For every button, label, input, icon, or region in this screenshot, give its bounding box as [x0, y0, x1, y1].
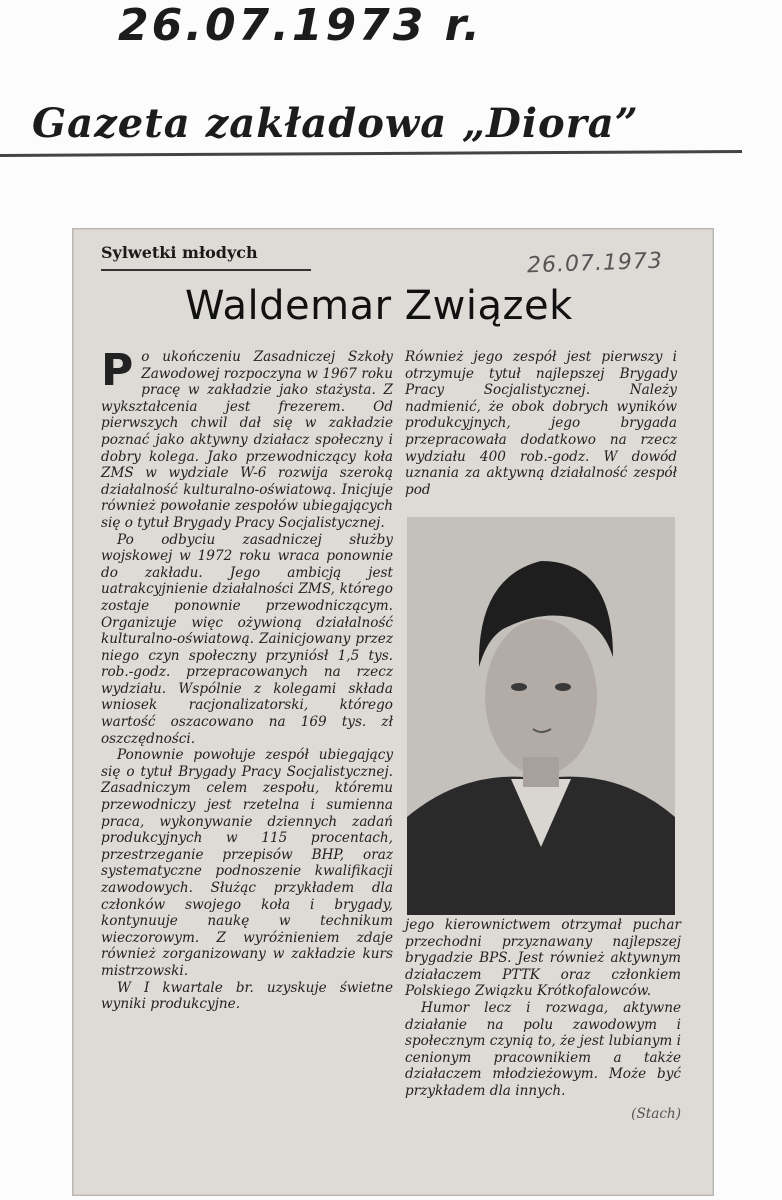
article-paragraph: Po odbyciu zasadniczej służby wojskowej w 1972 roku wraca ponownie do zakładu. Jego ambicją jest uatrakcyjnienie działalności ZMS, którego zostaje ponownie przewodniczącym. Organizuje więc ożywioną działalność kulturalno-oświatową. Zainicjowany przez niego czyn społeczny przyniósł 1,5 tys. rob.-godz. przepracowanych na rzecz wydziału. Wspólnie z kolegami składa wniosek racjonalizatorski, którego wartość oszacowano na 169 tys. zł oszczędności.: [101, 531, 393, 747]
article-title: Waldemar Związek: [185, 283, 573, 329]
handwritten-date: 26.07.1973 r.: [118, 0, 483, 51]
drop-cap: P: [101, 345, 134, 396]
stamp-date: 26.07.1973: [526, 248, 664, 279]
handwritten-source: Gazeta zakładowa „Diora”: [32, 100, 639, 147]
article-right-column-bottom: [405, 917, 681, 1122]
article-right-column-top: [405, 349, 677, 498]
section-label: Sylwetki młodych: [101, 243, 258, 262]
handwritten-underline: [0, 150, 742, 157]
article-paragraph: Humor lecz i rozwaga, aktywne działanie na polu zawodowym i społecznym czynią to, że jest lubianym i cenionym pracownikiem a także działaczem młodzieżowym. Może być przykładem dla innych.: [405, 999, 681, 1099]
portrait-photo-icon: [407, 517, 675, 915]
section-rule: [101, 269, 311, 271]
article-paragraph: Również jego zespół jest pierwszy i otrzymuje tytuł najlepszej Brygady Pracy Socjalistycznej. Należy nadmienić, że obok dobrych wyników produkcyjnych, jego brygada przepracowała dodatkowo na rzecz wydziału 400 rob.-godz. W dowód uznania za aktywną działalność zespół pod: [405, 349, 677, 498]
portrait-photo: [407, 517, 675, 915]
newspaper-clipping: [72, 228, 714, 1196]
article-paragraph: jego kierownictwem otrzymał puchar przechodni przyznawany najlepszej brygadzie BPS. Jest również aktywnym działaczem PTTK oraz członkiem Polskiego Związku Krótkofalowców.: [405, 917, 681, 1000]
article-paragraph: W I kwartale br. uzyskuje świetne wyniki produkcyjne.: [101, 979, 393, 1013]
article-paragraph: Ponownie powołuje zespół ubiegający się o tytuł Brygady Pracy Socjalistycznej. Zasadniczym celem zespołu, któremu przewodniczy jest rzetelna i sumienna praca, wykonywanie dziennych zadań produkcyjnych w 115 procentach, przestrzeganie przepisów BHP, oraz systematyczne podnoszenie kwalifikacji zawodowych. Służąc przykładem dla członków swojego koła i brygady, kontynuuje naukę w technikum wieczorowym. Z wyróżnieniem zdaje również zorganizowany w zakładzie kurs mistrzowski.: [101, 747, 393, 979]
article-paragraph: Po ukończeniu Zasadniczej Szkoły Zawodowej rozpoczyna w 1967 roku pracę w zakładzie jako stażysta. Z wykształcenia jest frezerem. Od pierwszych chwil dał się w zakładzie poznać jako aktywny działacz społeczny i dobry kolega. Jako przewodniczący koła ZMS w wydziale W-6 rozwija szeroką działalność kulturalno-oświatową. Inicjuje również powołanie zespołów ubiegających się o tytuł Brygady Pracy Socjalistycznej.: [101, 345, 393, 531]
article-left-column: [101, 345, 393, 1013]
author-signature: (Stach): [631, 1105, 681, 1122]
